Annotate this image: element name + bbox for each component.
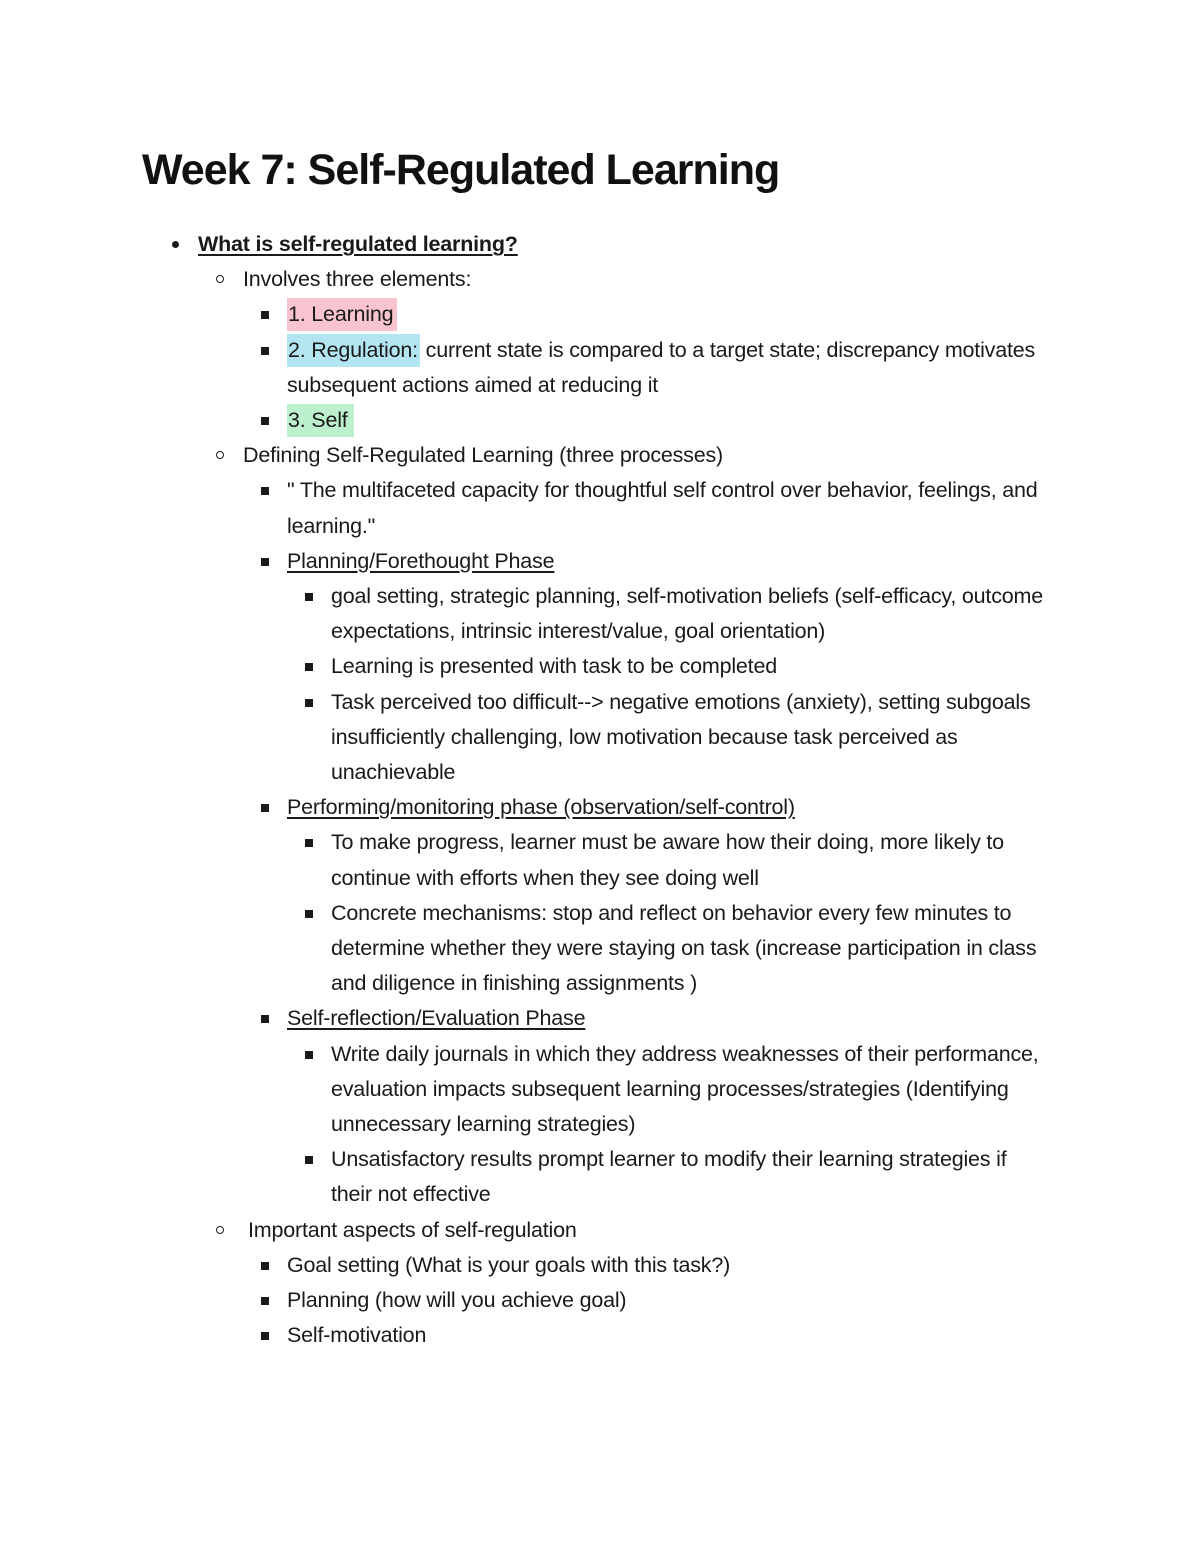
aspect-item: Goal setting (What is your goals with this task?) (287, 1252, 731, 1277)
highlight-self: 3. Self (287, 404, 354, 437)
list-item (0, 438, 1058, 473)
circle-bullet-icon (216, 451, 224, 459)
aspect-item: Self-motivation (287, 1323, 427, 1348)
definition-quote: " The multifaceted capacity for thoughtful self control over behavior, feelings, and learning." (287, 478, 1038, 538)
reflection-item: Unsatisfactory results prompt learner to modify their learning strategies if their not effective (331, 1147, 1007, 1207)
planning-item: goal setting, strategic planning, self-motivation beliefs (self-efficacy, outcome expectations, intrinsic interest/value, goal orientation) (331, 584, 1043, 644)
square-bullet-icon (261, 1262, 269, 1270)
highlight-learning: 1. Learning (287, 298, 397, 331)
square-bullet-icon (261, 311, 269, 319)
section-heading: What is self-regulated learning? (198, 232, 518, 256)
square-bullet-icon (305, 699, 313, 707)
elements-intro: Involves three elements: (243, 267, 472, 292)
performing-item: To make progress, learner must be aware how their doing, more likely to continue with efforts when they see doing well (331, 830, 1004, 890)
square-bullet-icon (305, 593, 313, 601)
planning-item: Task perceived too difficult--> negative emotions (anxiety), setting subgoals insufficiently challenging, low motivation because task perceived as unachievable (331, 689, 1031, 785)
planning-item: Learning is presented with task to be completed (331, 654, 777, 679)
list-item (0, 1001, 1047, 1036)
list-item (0, 1142, 1047, 1212)
list-item (0, 1283, 1047, 1318)
list-item (0, 579, 1047, 649)
page-title: Week 7: Self-Regulated Learning (142, 146, 780, 194)
list-item (0, 473, 1047, 543)
list-item (0, 1213, 1058, 1248)
square-bullet-icon (305, 910, 313, 918)
square-bullet-icon (305, 839, 313, 847)
list-item (0, 403, 1047, 438)
square-bullet-icon (261, 558, 269, 566)
outline-list (0, 227, 1200, 1354)
square-bullet-icon (261, 347, 269, 355)
list-item (0, 333, 1047, 403)
square-bullet-icon (305, 663, 313, 671)
list-item (0, 1037, 1047, 1143)
performing-phase-heading: Performing/monitoring phase (observation/self-control) (287, 795, 795, 820)
list-item (0, 1318, 1047, 1353)
performing-item: Concrete mechanisms: stop and reflect on behavior every few minutes to determine whether they were staying on task (increase participation in class and diligence in finishing assignments ) (331, 900, 1037, 996)
planning-phase-heading: Planning/Forethought Phase (287, 548, 555, 573)
reflection-phase-heading: Self-reflection/Evaluation Phase (287, 1006, 586, 1031)
regulation-text: current state is compared to a target state; discrepancy motivates subsequent actions aimed at reducing it (287, 337, 1036, 397)
list-item (0, 544, 1047, 579)
list-item (0, 262, 1058, 297)
highlight-regulation: 2. Regulation: (287, 334, 420, 367)
square-bullet-icon (305, 1156, 313, 1164)
circle-bullet-icon (216, 275, 224, 283)
square-bullet-icon (261, 417, 269, 425)
square-bullet-icon (261, 1015, 269, 1023)
list-item (0, 649, 1047, 684)
list-item (0, 896, 1047, 1002)
aspects-intro: Important aspects of self-regulation (248, 1217, 577, 1242)
square-bullet-icon (261, 804, 269, 812)
list-item (0, 297, 1047, 332)
square-bullet-icon (261, 487, 269, 495)
aspect-item: Planning (how will you achieve goal) (287, 1288, 627, 1313)
notes-body (0, 227, 1200, 1354)
square-bullet-icon (305, 1051, 313, 1059)
circle-bullet-icon (216, 1226, 224, 1234)
list-item (0, 825, 1047, 895)
list-item (0, 685, 1047, 791)
defining-intro: Defining Self-Regulated Learning (three processes) (243, 443, 723, 468)
square-bullet-icon (261, 1297, 269, 1305)
list-item (0, 1248, 1047, 1283)
list-item (0, 790, 1047, 825)
reflection-item: Write daily journals in which they address weaknesses of their performance, evaluation impacts subsequent learning processes/strategies (Identifying unnecessary learning strategies) (331, 1041, 1039, 1137)
list-item (0, 227, 1058, 262)
square-bullet-icon (261, 1332, 269, 1340)
disc-bullet-icon (172, 241, 179, 248)
